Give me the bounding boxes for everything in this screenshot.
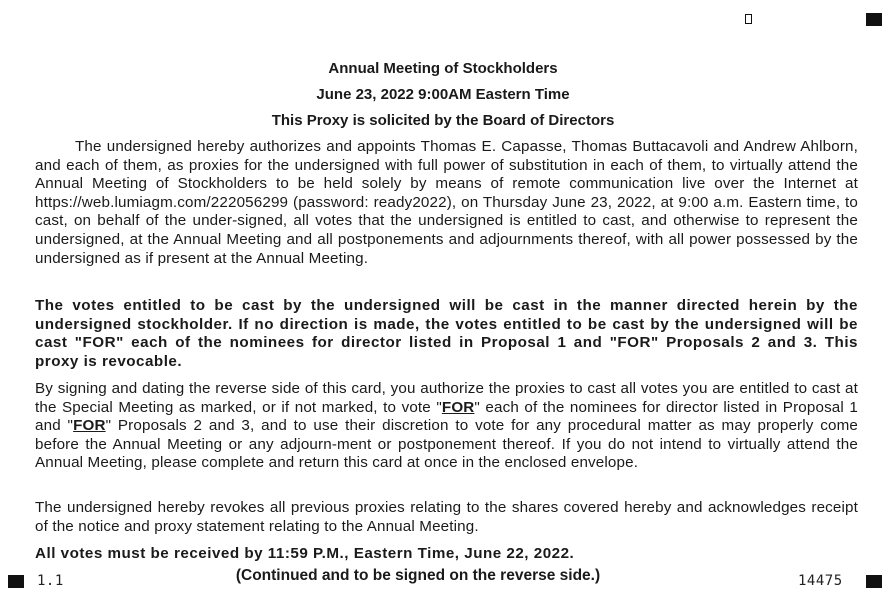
vote-deadline: All votes must be received by 11:59 P.M., Eastern Time, June 22, 2022. xyxy=(35,545,575,562)
meeting-title: Annual Meeting of Stockholders xyxy=(328,60,558,77)
signing-text-part3: " Proposals 2 and 3, and to use their discretion to vote for any procedural matter as may properly come before the Annual Meeting or any adjourn-ment or postponement thereof. If you do not intend to virtually attend the Annual Meeting, please complete and return this card at once in the enclosed envelope. xyxy=(35,417,859,472)
meeting-date: June 23, 2022 9:00AM Eastern Time xyxy=(316,86,570,103)
for-emphasis-1: FOR xyxy=(441,398,475,416)
registration-box-mark xyxy=(745,14,752,24)
page-code-right: 14475 xyxy=(798,573,843,589)
voting-direction-paragraph: The votes entitled to be cast by the undersigned will be cast in the manner directed herein by the undersigned stockholder. If no direction is made, the votes entitled to be cast by the undersigned will be cast "FOR" each of the nominees for director listed in Proposal 1 and "FOR" Proposals 2 and 3. This proxy is revocable. xyxy=(35,297,858,370)
registration-square-bottom-right xyxy=(866,575,882,588)
revocation-paragraph: The undersigned hereby revokes all previous proxies relating to the shares covered hereby and acknowledges receipt of the notice and proxy statement relating to the Annual Meeting. xyxy=(35,499,858,535)
continued-notice: (Continued and to be signed on the reverse side.) xyxy=(235,567,601,584)
for-emphasis-2: FOR xyxy=(73,417,106,435)
proxy-authorization-paragraph: The undersigned hereby authorizes and appoints Thomas E. Capasse, Thomas Buttacavoli and Andrew Ahlborn, and each of them, as proxies for the undersigned with full power of substitution in each of them, to virtually attend the Annual Meeting of Stockholders to be held solely by means of remote communication live over the Internet at https://web.lumiagm.com/222056299 (password: ready2022), on Thursday June 23, 2022, at 9:00 a.m. Eastern time, to cast, on behalf of the under-signed, all votes that the undersigned is entitled to cast, and otherwise to represent the undersigned, at the Annual Meeting and all postponements and adjournments thereof, with all power possessed by the undersigned as if present at the Annual Meeting. xyxy=(35,138,858,267)
signing-authorization-paragraph xyxy=(35,380,858,473)
registration-square-top-right xyxy=(866,13,882,26)
proxy-solicitation-heading: This Proxy is solicited by the Board of Directors xyxy=(271,112,615,129)
signing-text-part2: " each of the nominees for director listed in Proposal 1 and " xyxy=(35,398,858,435)
page-code-left: 1.1 xyxy=(37,573,64,589)
signing-text-part1: By signing and dating the reverse side of this card, you authorize the proxies to cast all votes you are entitled to cast at the Special Meeting as marked, or if not marked, to vote " xyxy=(35,380,858,416)
